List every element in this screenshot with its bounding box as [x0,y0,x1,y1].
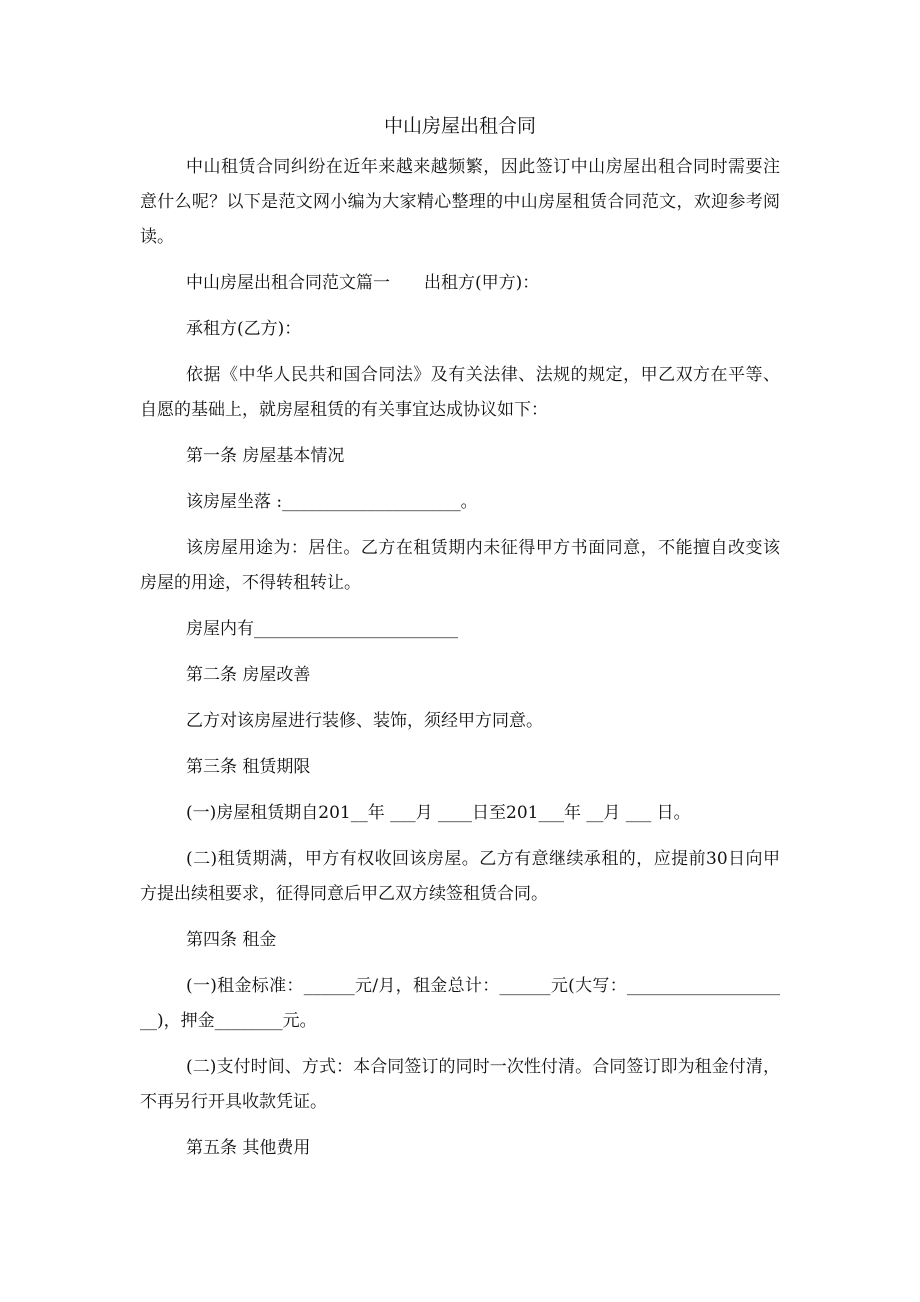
paragraph-rent-standard: (一)租金标准：______元/月，租金总计：______元(大写：____________________)，押金________元。 [140,976,780,1031]
article-1-heading: 第一条 房屋基本情况 [186,446,345,466]
paragraph-renovation: 乙方对该房屋进行装修、装饰，须经甲方同意。 [186,711,543,731]
article-5-heading: 第五条 其他费用 [186,1138,311,1158]
paragraph-legal-basis: 依据《中华人民共和国合同法》及有关法律、法规的规定，甲乙双方在平等、自愿的基础上，就房屋租赁的有关事宜达成协议如下： [140,365,780,420]
paragraph-term: (一)房屋租赁期自201__年 ___月 ____日至201___年 __月 ___ 日。 [186,803,691,823]
paragraph-location: 该房屋坐落 :_____________________。 [186,492,478,512]
paragraph-intro: 中山租赁合同纠纷在近年来越来越频繁，因此签订中山房屋出租合同时需要注意什么呢？以下是范文网小编为大家精心整理的中山房屋租赁合同范文，欢迎参考阅读。 [140,157,780,247]
paragraph-contents: 房屋内有________________________ [186,619,458,639]
document-page [140,108,780,1177]
paragraph-renewal: (二)租赁期满，甲方有权收回该房屋。乙方有意继续承租的，应提前30日向甲方提出续租要求，征得同意后甲乙双方续签租赁合同。 [140,849,780,904]
paragraph-usage: 该房屋用途为：居住。乙方在租赁期内未征得甲方书面同意，不能擅自改变该房屋的用途，不得转租转让。 [140,538,780,593]
paragraph-payment: (二)支付时间、方式：本合同签订的同时一次性付清。合同签订即为租金付清，不再另行开具收款凭证。 [140,1057,780,1112]
article-2-heading: 第二条 房屋改善 [186,665,311,685]
document-title: 中山房屋出租合同 [383,115,536,137]
paragraph-lessor: 中山房屋出租合同范文篇一 出租方(甲方)： [186,273,540,293]
article-4-heading: 第四条 租金 [186,930,277,950]
article-3-heading: 第三条 租赁期限 [186,757,311,777]
paragraph-lessee: 承租方(乙方)： [186,319,302,339]
